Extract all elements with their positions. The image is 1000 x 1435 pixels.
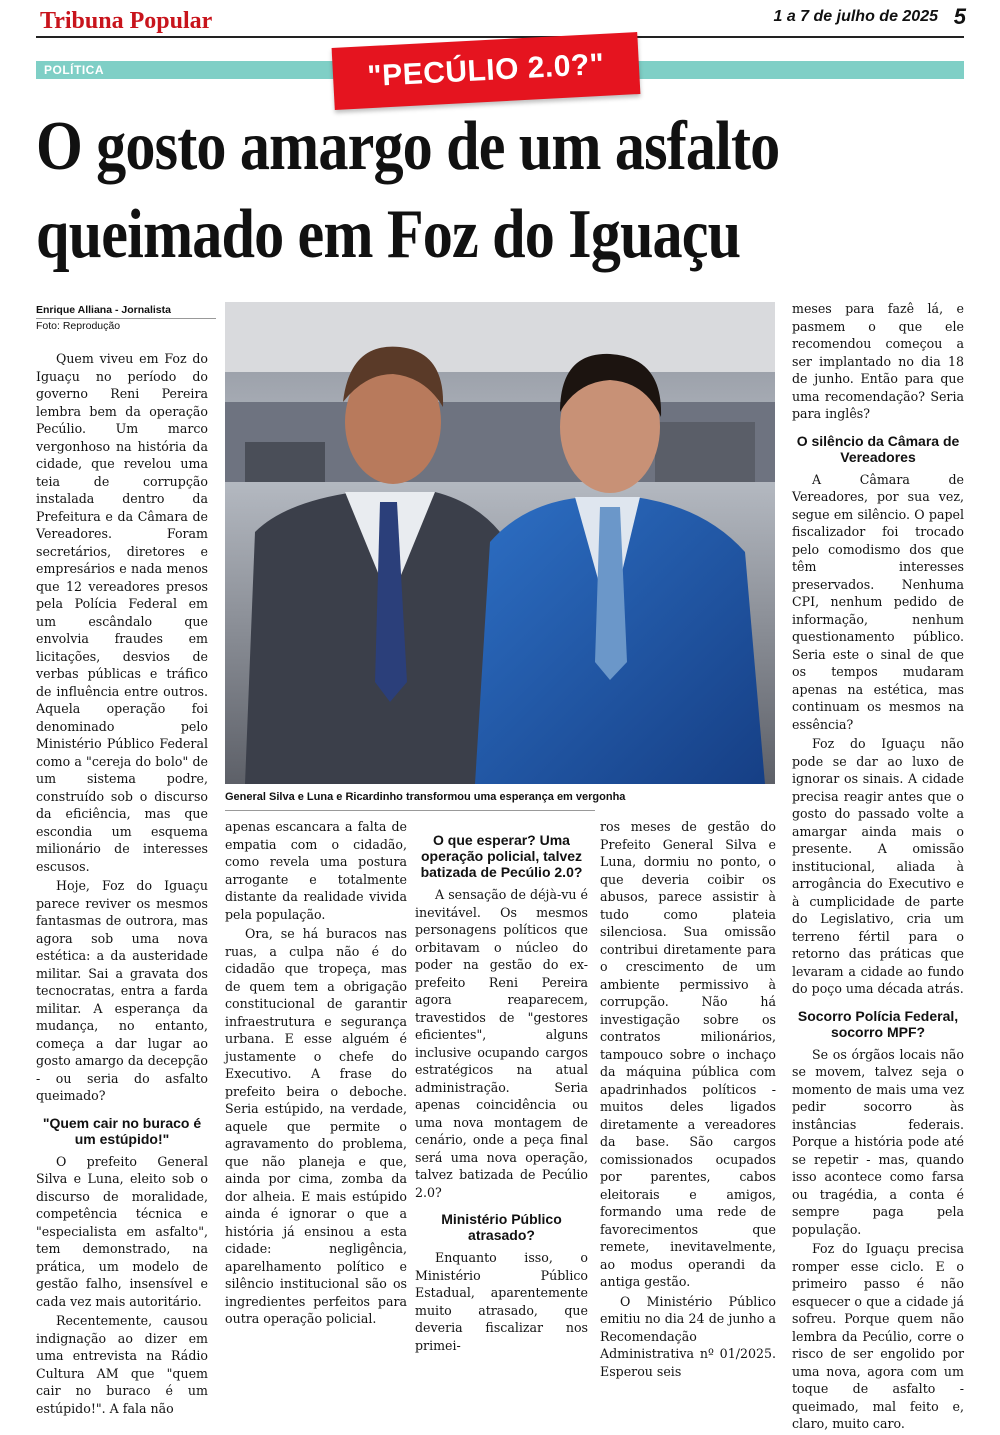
- col5-subheading-1: O silêncio da Câmara de Vereadores: [796, 432, 960, 465]
- kicker-text: "PECÚLIO 2.0?": [366, 47, 606, 94]
- headline: [36, 103, 836, 279]
- col1-subheading: "Quem cair no buraco é um estúpido!": [42, 1114, 202, 1147]
- photo-credit: Foto: Reprodução: [36, 320, 121, 332]
- col5-paragraph-5: Foz do Iguaçu precisa romper esse ciclo. E o primeiro passo é não esquecer o que a cidade já sofreu. Porque quem não lembra da Pecúlio, corre o risco de ser engolido por uma nova, agora com um toque de asfalto - queimado, mal feito e, claro, muito caro.: [792, 1241, 964, 1431]
- issue-date: 1 a 7 de julho de 2025: [773, 8, 938, 25]
- col1-paragraph-3: O prefeito General Silva e Luna, eleito sob o discurso de moralidade, competência técnica e "especialista em asfalto", tem demonstrado, na prática, um modelo de gestão falho, insensível e cada vez mais autoritário.: [36, 1153, 208, 1309]
- col3-paragraph-2: Enquanto isso, o Ministério Público Estadual, aparentemente muito atrasado, que deveria fiscalizar nos primei-: [415, 1250, 588, 1353]
- col4-paragraph-2: O Ministério Público emitiu no dia 24 de junho a Recomendação Administrativa nº 01/2025. Esperou seis: [600, 1293, 776, 1379]
- col2-paragraph-2: Ora, se há buracos nas ruas, a culpa não é do cidadão que tropeça, mas de quem tem a obrigação constitucional de garantir infraestrutura e segurança urbana. E esse alguém é justamente o chefe do Executivo. A frase do prefeito beira o deboche. Seria estúpido, na verdade, aquele que permite o agravamento do problema, que não planeja e que, ainda por cima, zomba da dor alheia. E mais estúpido ainda é ignorar o que a história já ensinou a esta cidade: negligência, aparelhamento político e silêncio institucional são os ingredientes perfeitos para outra operação policial.: [225, 926, 407, 1326]
- column-3: [415, 818, 588, 1356]
- headline-line-2: queimado em Foz do Iguaçu: [36, 196, 741, 273]
- col1-paragraph-2: Hoje, Foz do Iguaçu parece reviver os mesmos fantasmas de outrora, mas agora sob uma nova estética: a da austeridade militar. Sai a gravata dos tecnocratas, entra a farda militar. A esperança da mudança, no entanto, começa a dar lugar ao gosto amargo da decepção - ou seria do asfalto queimado?: [36, 878, 208, 1103]
- headline-line-1: O gosto amargo de um asfalto: [36, 108, 780, 185]
- col4-paragraph-1: ros meses de gestão do Prefeito General Silva e Luna, dormiu no ponto, o que deveria coibir os abusos, parece assistir à tudo como plateia silenciosa. Sua omissão contribui diretamente para o crescimento de um ambiente permissivo à corrupção. Não há investigação sobre os contratos milionários, tampouco sobre o inchaço da máquina pública com apadrinhados políticos - muitos deles ligados diretamente a vereadores da base. São cargos comissionados ocupados por parentes, cabos eleitorais e amigos, formando uma rede de favorecimentos que remete, inevitavelmente, ao modus operandi da antiga gestão.: [600, 819, 776, 1289]
- newspaper-brand: Tribuna Popular: [40, 8, 213, 34]
- col1-paragraph-4: Recentemente, causou indignação ao dizer em uma entrevista na Rádio Cultura AM que "quem cair no buraco é um estúpido!". A fala não: [36, 1313, 208, 1416]
- col1-paragraph-1: Quem viveu em Foz do Iguaçu no período do governo Reni Pereira lembra bem da operação Pecúlio. Um marco vergonhoso na história da cidade, que revelou uma teia de corrupção instalada dentro da Prefeitura e da Câmara de Vereadores. Foram secretários, diretores e empresários e nada menos que 12 vereadores presos pela Polícia Federal em um escândalo que envolvia fraudes em licitações, desvios de verbas públicas e tráfico de influência entre outros. Aquela operação foi denominado pelo Ministério Público Federal como a "cereja do bolo" de um sistema podre, construído sob o discurso da eficiência, mas que escondia um esquema milionário de interesses escusos.: [36, 351, 208, 874]
- caption-rule: [225, 810, 595, 811]
- col3-paragraph-1: A sensação de déjà-vu é inevitável. Os mesmos personagens políticos que orbitavam o núcleo do poder na gestão do ex-prefeito Reni Pereira agora reaparecem, travestidos de "gestores eficientes", alguns inclusive ocupando cargos estratégicos na atual administração. Seria apenas coincidência ou uma nova montagem de cenário, onde a peça final será uma nova operação, talvez batizada de Pecúlio 2.0?: [415, 887, 588, 1200]
- photo-caption: General Silva e Luna e Ricardinho transformou uma esperança em vergonha: [225, 791, 626, 803]
- col5-paragraph-3: Foz do Iguaçu não pode se dar ao luxo de ignorar os sinais. A cidade precisa reagir antes que o gosto do passado volte a amargar ainda mais o presente. A omissão institucional, aliada à arrogância do Executivo e à cumplicidade de parte do Legislativo, cria um terreno fértil para o retorno das práticas que levaram a cidade ao fundo do poço uma década atrás.: [792, 736, 964, 996]
- kicker-banner: [332, 32, 641, 110]
- byline: Enrique Alliana - Jornalista: [36, 304, 216, 319]
- column-1: [36, 350, 208, 1419]
- column-2: [225, 818, 407, 1330]
- article-photo: [225, 302, 775, 784]
- section-label: POLÍTICA: [44, 63, 104, 77]
- col2-paragraph-1: apenas escancara a falta de empatia com o cidadão, como revela uma postura arrogante e totalmente distante da realidade vivida pela população.: [225, 819, 407, 922]
- masthead-rule: [36, 36, 964, 38]
- column-5: [792, 300, 964, 1435]
- column-4: [600, 818, 776, 1382]
- page-number: 5: [953, 4, 966, 29]
- col5-paragraph-4: Se os órgãos locais não se movem, talvez seja o momento de mais uma vez pedir socorro às instâncias federais. Porque a história pode até se repetir - mas, quando isso acontece como farsa ou tragédia, a conta é sempre paga pela população.: [792, 1046, 964, 1237]
- col5-paragraph-2: A Câmara de Vereadores, por sua vez, segue em silêncio. O papel fiscalizador foi trocado pelo comodismo dos que têm interesses preservados. Nenhuma CPI, nenhum pedido de informação, nenhum questionamento público. Seria este o sinal de que os tempos mudaram apenas na estética, mas continuam os mesmos na essência?: [792, 471, 964, 732]
- col5-paragraph-1: meses para fazê lá, e pasmem o que ele recomendou começou a ser implantado no dia 18 de junho. Então para que uma recomendação? Seria para inglês?: [792, 301, 964, 421]
- col3-subheading-2: Ministério Público atrasado?: [441, 1211, 562, 1243]
- col3-subheading-1: O que esperar? Uma operação policial, talvez batizada de Pecúlio 2.0?: [420, 832, 583, 880]
- photo-illustration: [225, 302, 775, 784]
- col5-subheading-2: Socorro Polícia Federal, socorro MPF?: [797, 1007, 959, 1040]
